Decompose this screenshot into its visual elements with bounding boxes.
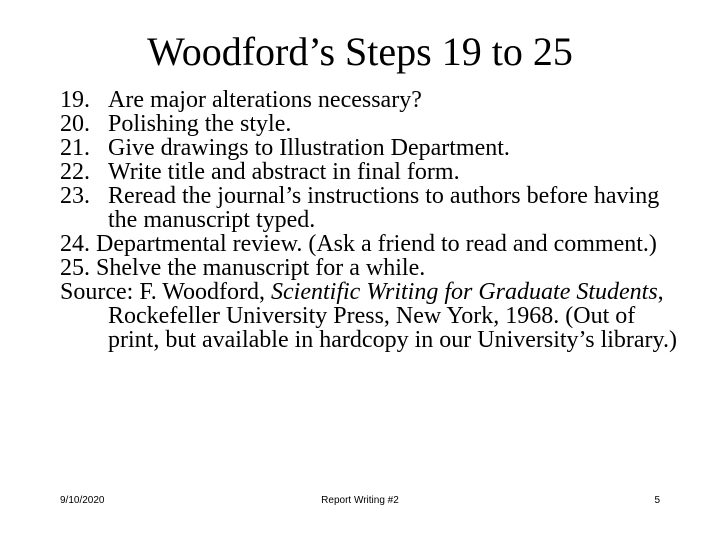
slide-title: Woodford’s Steps 19 to 25 (147, 29, 573, 74)
step-text: Give drawings to Illustration Department. (108, 135, 510, 161)
step-text: Departmental review. (Ask a friend to read and comment.) (96, 231, 657, 257)
step-number: 24. (60, 231, 90, 257)
list-item (60, 136, 680, 160)
list-item (60, 184, 680, 232)
step-number: 25. (60, 255, 90, 281)
footer-title: Report Writing #2 (321, 495, 399, 506)
page-number: 5 (654, 495, 660, 506)
footer-date: 9/10/2020 (60, 495, 105, 506)
list-item (60, 88, 680, 112)
book-title: Scientific Writing for Graduate Students (271, 279, 658, 305)
step-number: 21. (60, 135, 90, 161)
list-item (60, 256, 680, 280)
step-text: Shelve the manuscript for a while. (96, 255, 426, 281)
step-number: 23. (60, 183, 90, 209)
list-item (60, 112, 680, 136)
step-text: Write title and abstract in final form. (108, 159, 460, 185)
source-suffix: , Rockefeller University Press, New York, 1968. (Out of print, but available in hardcopy in our University’s library.) (108, 279, 677, 353)
source-citation (60, 280, 680, 352)
source-prefix: Source: F. Woodford, (60, 279, 272, 305)
step-text: Reread the journal’s instructions to authors before having the manuscript typed. (108, 183, 660, 233)
list-item (60, 160, 680, 184)
list-item (60, 232, 680, 256)
step-text: Are major alterations necessary? (108, 87, 422, 113)
step-number: 22. (60, 159, 90, 185)
step-number: 20. (60, 111, 90, 137)
step-text: Polishing the style. (108, 111, 292, 137)
steps-list (60, 88, 680, 352)
step-number: 19. (60, 87, 90, 113)
